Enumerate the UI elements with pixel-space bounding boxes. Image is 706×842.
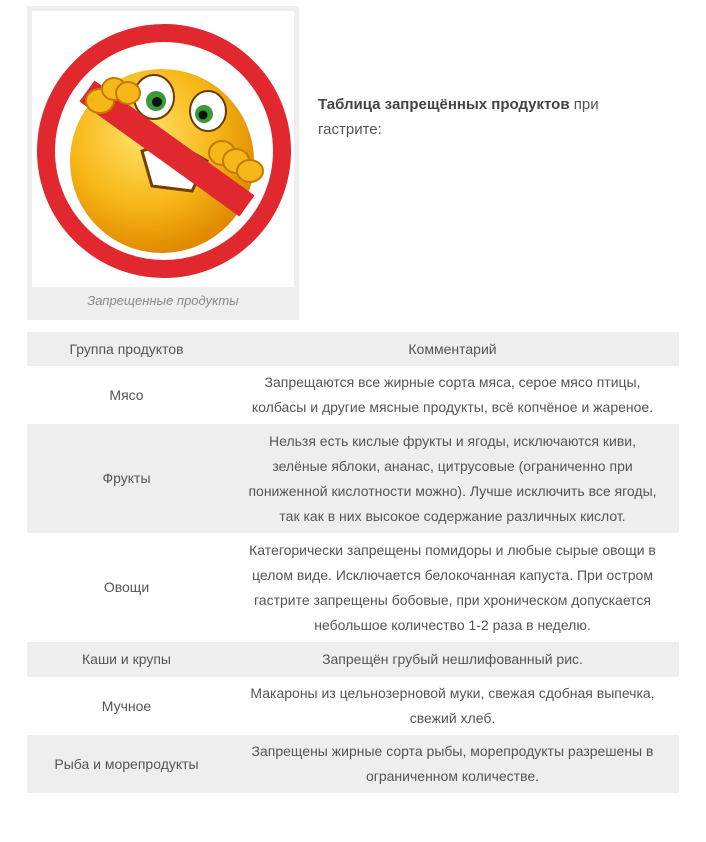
intro-rest: при гастрите: <box>318 96 599 138</box>
row-comment: Запрещены жирные сорта рыбы, морепродукты разрешены в ограниченном количестве. <box>226 735 679 793</box>
table-row <box>27 642 679 677</box>
intro-bold: Таблица запрещённых продуктов <box>318 96 570 113</box>
row-comment: Запрещаются все жирные сорта мяса, серое мясо птицы, колбасы и другие мясные продукты, всё копчёное и жареное. <box>226 366 679 424</box>
row-comment: Нельзя есть кислые фрукты и ягоды, исключаются киви, зелёные яблоки, ананас, цитрусовые (ограниченно при пониженной кислотности можно). Лучше исключить все ягоды, так как в них высокое содержание различных кислот. <box>226 424 679 533</box>
header-comment: Комментарий <box>226 332 679 366</box>
row-comment: Запрещён грубый нешлифованный рис. <box>226 642 679 677</box>
row-comment: Категорически запрещены помидоры и любые сырые овощи в целом виде. Исключается белокочанная капуста. При остром гастрите запрещены бобовые, при хроническом допускается небольшое количество 1-2 раза в неделю. <box>226 533 679 642</box>
row-group: Мясо <box>27 366 226 424</box>
table-row <box>27 735 679 793</box>
table-row <box>27 366 679 424</box>
header-group: Группа продуктов <box>27 332 226 366</box>
row-group: Рыба и морепродукты <box>27 735 226 793</box>
row-group: Овощи <box>27 533 226 642</box>
table-header-row <box>27 332 679 366</box>
forbidden-products-table <box>27 332 679 793</box>
forbidden-sign-illustration <box>32 11 294 287</box>
intro-text <box>318 92 638 142</box>
figure-caption: Запрещенные продукты <box>87 293 239 308</box>
row-group: Каши и крупы <box>27 642 226 677</box>
row-group: Фрукты <box>27 424 226 533</box>
table-row <box>27 677 679 735</box>
image-figure <box>27 6 299 320</box>
row-group: Мучное <box>27 677 226 735</box>
table-row <box>27 424 679 533</box>
forbidden-products-image <box>32 11 294 287</box>
table-row <box>27 533 679 642</box>
row-comment: Макароны из цельнозерновой муки, свежая сдобная выпечка, свежий хлеб. <box>226 677 679 735</box>
